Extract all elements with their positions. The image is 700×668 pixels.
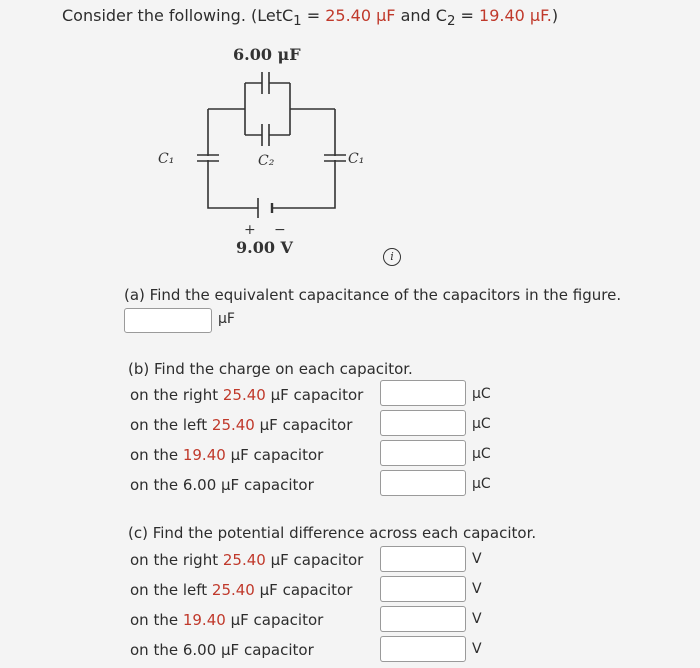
part-b-right-unit: μC — [472, 386, 491, 402]
part-c-row-left-label: on the left 25.40 μF capacitor — [130, 581, 353, 599]
capacitor-c1-left-label: C₁ — [158, 151, 175, 167]
c2-value: 19.40 μF. — [479, 6, 552, 25]
capacitor-c2-label: C₂ — [258, 153, 275, 169]
capacitor-c1-right-label: C₁ — [348, 151, 365, 167]
part-c-left-unit: V — [472, 581, 482, 597]
circuit-diagram — [150, 38, 390, 263]
part-b-c2-unit: μC — [472, 446, 491, 462]
part-c-right-unit: V — [472, 551, 482, 567]
right-bottom-wire — [272, 109, 335, 208]
part-c-c2-input[interactable] — [380, 606, 466, 632]
capacitor-6uF — [262, 72, 269, 94]
part-a-unit: μF — [218, 311, 235, 327]
part-b-right-input[interactable] — [380, 380, 466, 406]
part-c-right-input[interactable] — [380, 546, 466, 572]
part-b-row-right-label: on the right 25.40 μF capacitor — [130, 386, 364, 404]
part-b-6uF-input[interactable] — [380, 470, 466, 496]
part-c-question: (c) Find the potential difference across each capacitor. — [128, 524, 537, 542]
part-b-c2-input[interactable] — [380, 440, 466, 466]
info-icon[interactable]: i — [383, 248, 401, 266]
battery-voltage-label: 9.00 V — [236, 238, 293, 257]
part-b-6uF-unit: μC — [472, 476, 491, 492]
battery-plus-sign: + — [244, 222, 256, 238]
part-b-left-input[interactable] — [380, 410, 466, 436]
part-a-question: (a) Find the equivalent capacitance of the capacitors in the figure. — [124, 286, 622, 304]
part-b-question: (b) Find the charge on each capacitor. — [128, 360, 413, 378]
part-b-row-left-label: on the left 25.40 μF capacitor — [130, 416, 353, 434]
capacitor-c2 — [262, 124, 269, 146]
c1-value: 25.40 μF — [325, 6, 396, 25]
part-c-c2-unit: V — [472, 611, 482, 627]
part-c-row-6uF-label: on the 6.00 μF capacitor — [130, 641, 314, 659]
problem-statement: Consider the following. (LetC$_1$ = 25.40 μF and $C_2 = 19.40$ μF.) — [62, 6, 559, 30]
part-c-row-c2-label: on the 19.40 μF capacitor — [130, 611, 324, 629]
part-c-6uF-unit: V — [472, 641, 482, 657]
part-a-answer-input[interactable] — [124, 308, 212, 333]
part-b-row-c2-label: on the 19.40 μF capacitor — [130, 446, 324, 464]
part-c-row-right-label: on the right 25.40 μF capacitor — [130, 551, 364, 569]
capacitor-6uF-label: 6.00 μF — [233, 45, 301, 64]
part-c-left-input[interactable] — [380, 576, 466, 602]
left-bottom-wire — [208, 109, 258, 208]
part-b-left-unit: μC — [472, 416, 491, 432]
battery-minus-sign: − — [274, 222, 286, 238]
part-b-row-6uF-label: on the 6.00 μF capacitor — [130, 476, 314, 494]
part-c-6uF-input[interactable] — [380, 636, 466, 662]
